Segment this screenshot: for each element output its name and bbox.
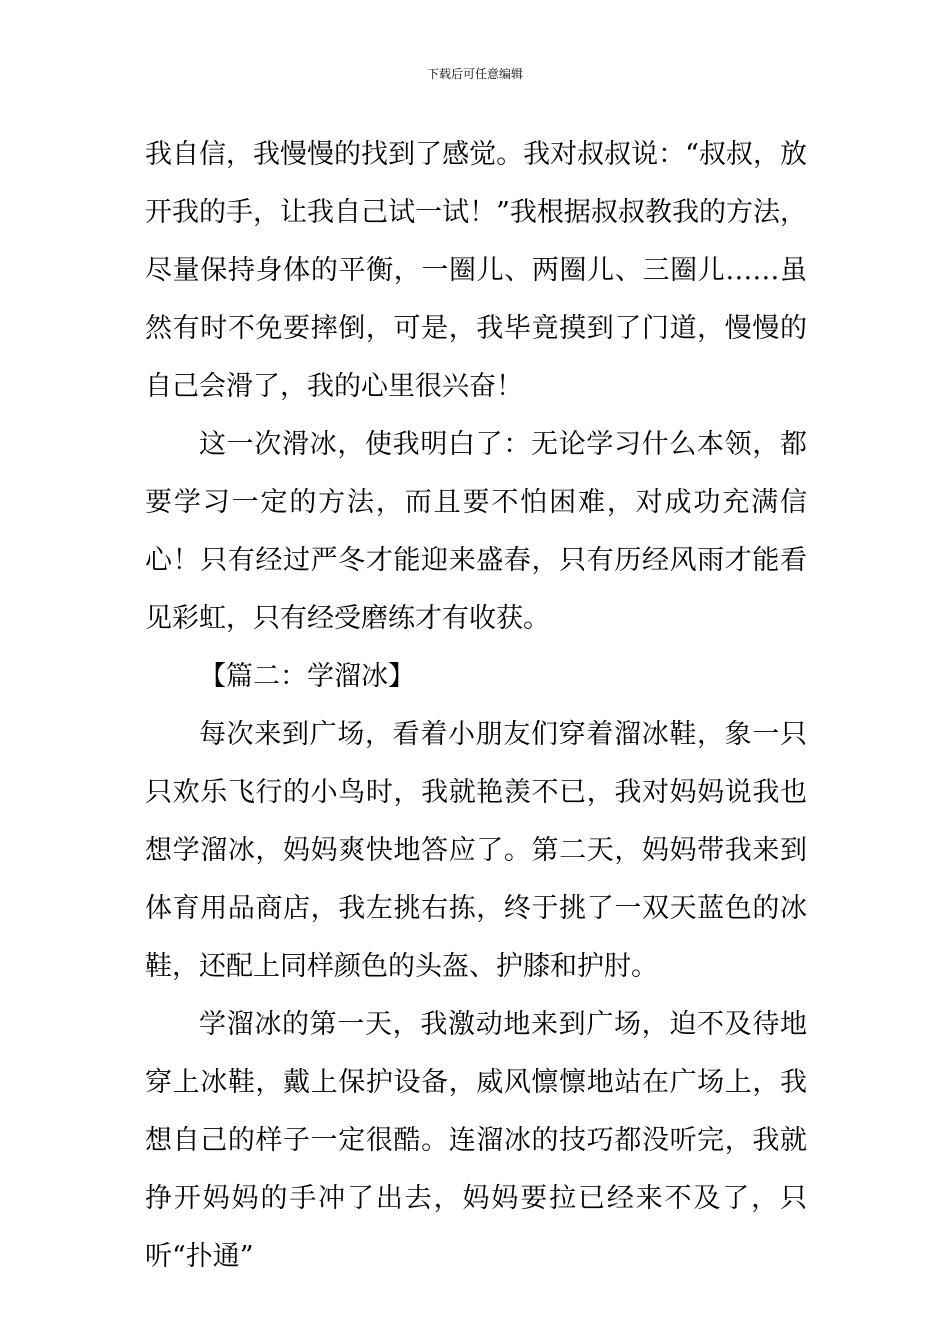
- page-header: 下载后可任意编辑: [426, 67, 523, 81]
- paragraph-4: 学溜冰的第一天，我激动地来到广场，迫不及待地穿上冰鞋，戴上保护设备，威风懔懔地站在广场上，我想自己的样子一定很酷。连溜冰的技巧都没听完，我就挣开妈妈的手冲了出去，妈妈要拉已经来不及了，只听“扑通”: [145, 1009, 807, 1272]
- paragraph-3: 每次来到广场，看着小朋友们穿着溜冰鞋，象一只只欢乐飞行的小鸟时，我就艳羡不已，我对妈妈说我也想学溜冰，妈妈爽快地答应了。第二天，妈妈带我来到体育用品商店，我左挑右拣，终于挑了一双天蓝色的冰鞋，还配上同样颜色的头盔、护膝和护肘。: [145, 719, 807, 982]
- document-body: [145, 126, 807, 1286]
- paragraph-2: 这一次滑冰，使我明白了：无论学习什么本领，都要学习一定的方法，而且要不怕困难，对成功充满信心！只有经过严冬才能迎来盛春，只有历经风雨才能看见彩虹，只有经受磨练才有收获。: [145, 429, 807, 634]
- paragraph-1: 我自信，我慢慢的找到了感觉。我对叔叔说：“叔叔，放开我的手，让我自己试一试！”我根据叔叔教我的方法，尽量保持身体的平衡，一圈儿、两圈儿、三圈儿……虽然有时不免要摔倒，可是，我毕竟摸到了门道，慢慢的自己会滑了，我的心里很兴奋！: [145, 139, 807, 402]
- section-heading: 【篇二：学溜冰】: [199, 661, 415, 692]
